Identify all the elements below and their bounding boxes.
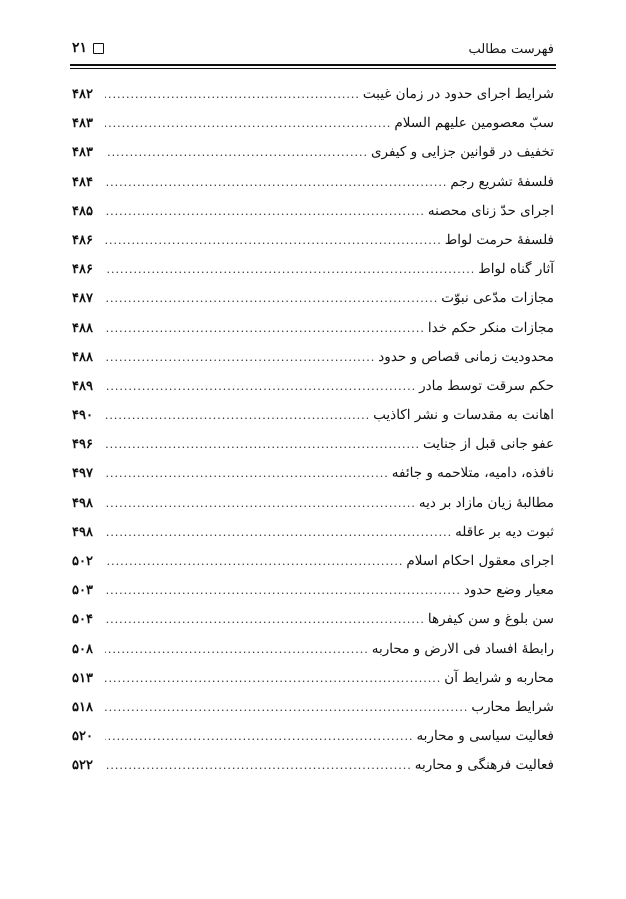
toc-entry-title: محاربه و شرایط آن xyxy=(444,669,554,686)
dot-leader xyxy=(105,526,452,539)
toc-entry-page: ۵۰۲ xyxy=(72,554,93,569)
toc-entry-page: ۵۱۳ xyxy=(72,670,93,686)
dot-leader xyxy=(105,88,360,101)
toc-entry-page: ۴۸۴ xyxy=(72,174,93,190)
toc-entry-title: اهانت به مقدسات و نشر اکاذیب xyxy=(373,407,554,424)
toc-entry-title: سن بلوغ و سن کیفرها xyxy=(427,611,554,628)
toc-entry-title: رابطهٔ افساد فی الارض و محاربه xyxy=(371,640,554,657)
toc-entry-page: ۴۸۵ xyxy=(72,203,93,219)
toc-entry-page: ۵۰۴ xyxy=(72,612,93,628)
toc-entry-page: ۴۸۸ xyxy=(72,320,93,336)
toc-entry-title: سبّ معصومین علیهم السلام xyxy=(394,115,554,132)
toc-entry-title: آثار گناه لواط xyxy=(478,261,554,278)
toc-entry-page: ۴۹۰ xyxy=(72,408,93,424)
toc-entry-page: ۴۹۷ xyxy=(72,466,93,482)
dot-leader xyxy=(105,730,413,743)
page-number: ۲۱ xyxy=(72,40,88,56)
toc-entry xyxy=(72,378,554,407)
toc-entry-title: فعالیت فرهنگی و محاربه xyxy=(414,757,554,774)
dot-leader xyxy=(105,380,416,393)
toc-entry xyxy=(72,524,554,553)
toc-entry-title: شرایط محارب xyxy=(471,698,554,715)
toc-entry-title: اجرای معقول احکام اسلام xyxy=(406,553,554,569)
dot-leader xyxy=(105,555,403,568)
toc-entry-title: حکم سرقت توسط مادر xyxy=(419,377,554,394)
toc-entry-title: عفو جانی قبل از جنایت xyxy=(422,436,554,453)
toc-entry xyxy=(72,349,554,378)
toc-entry-title: مطالبهٔ زیان مازاد بر دیه xyxy=(418,494,554,511)
dot-leader xyxy=(105,759,412,772)
dot-leader xyxy=(105,497,416,510)
toc-entry-title: فلسفهٔ تشریع رجم xyxy=(450,173,554,190)
dot-leader xyxy=(105,409,370,422)
toc-entry-page: ۴۹۸ xyxy=(72,495,93,511)
toc-entry xyxy=(72,495,554,524)
header-rule-thick xyxy=(70,64,556,66)
toc-entry xyxy=(72,670,554,699)
toc-entry xyxy=(72,232,554,261)
toc-entry-title: معیار وضع حدود xyxy=(463,582,554,599)
square-outline-icon xyxy=(93,43,104,54)
toc-entry-title: اجرای حدّ زنای محصنه xyxy=(427,202,554,219)
toc-entry-title: شرایط اجرای حدود در زمان غیبت xyxy=(362,86,554,102)
toc-entry-title: فعالیت سیاسی و محاربه xyxy=(416,728,554,745)
toc-entry-title: فلسفهٔ حرمت لواط xyxy=(444,231,554,248)
toc-entry-page: ۴۹۸ xyxy=(72,524,93,540)
toc-entry xyxy=(72,465,554,494)
toc-entry-page: ۴۸۶ xyxy=(72,232,93,248)
toc-entry-page: ۵۱۸ xyxy=(72,699,93,715)
running-title: فهرست مطالب xyxy=(468,42,554,57)
table-of-contents xyxy=(72,86,554,787)
dot-leader xyxy=(105,613,425,626)
dot-leader xyxy=(105,292,438,305)
dot-leader xyxy=(105,643,369,656)
dot-leader xyxy=(105,263,475,276)
toc-entry-page: ۴۸۸ xyxy=(72,349,93,365)
toc-entry xyxy=(72,436,554,465)
dot-leader xyxy=(105,146,368,159)
dot-leader xyxy=(105,176,447,189)
toc-entry-page: ۵۰۳ xyxy=(72,583,93,599)
toc-entry-page: ۴۹۶ xyxy=(72,437,93,453)
dot-leader xyxy=(105,205,425,218)
dot-leader xyxy=(105,117,391,130)
toc-entry-page: ۴۸۷ xyxy=(72,291,93,307)
dot-leader xyxy=(105,467,389,480)
toc-entry-page: ۴۸۶ xyxy=(72,262,93,278)
toc-entry-page: ۴۸۳ xyxy=(72,145,93,161)
toc-entry xyxy=(72,290,554,319)
dot-leader xyxy=(105,701,468,714)
toc-entry xyxy=(72,203,554,232)
header-page-number xyxy=(72,40,104,56)
toc-entry-page: ۵۰۸ xyxy=(72,641,93,657)
toc-entry xyxy=(72,115,554,144)
toc-entry xyxy=(72,261,554,290)
toc-entry-title: نافذه، دامیه، متلاحمه و جائفه xyxy=(391,465,554,482)
toc-entry-page: ۵۲۰ xyxy=(72,729,93,745)
toc-entry xyxy=(72,407,554,436)
dot-leader xyxy=(105,351,375,364)
dot-leader xyxy=(105,584,461,597)
toc-entry xyxy=(72,86,554,115)
toc-entry xyxy=(72,174,554,203)
toc-entry-title: ثبوت دیه بر عاقله xyxy=(455,523,554,540)
toc-entry xyxy=(72,582,554,611)
toc-entry xyxy=(72,553,554,582)
toc-entry-page: ۴۸۲ xyxy=(72,87,93,102)
page-header xyxy=(70,38,556,66)
toc-entry xyxy=(72,699,554,728)
toc-entry-title: مجازات مدّعی نبوّت xyxy=(441,290,554,307)
toc-entry-title: محدودیت زمانی قصاص و حدود xyxy=(378,348,554,365)
dot-leader xyxy=(105,322,425,335)
toc-entry-page: ۴۸۹ xyxy=(72,378,93,394)
toc-entry xyxy=(72,728,554,757)
toc-entry xyxy=(72,641,554,670)
toc-entry-title: تخفیف در قوانین جزایی و کیفری xyxy=(370,144,554,161)
dot-leader xyxy=(105,672,441,685)
toc-entry-page: ۵۲۲ xyxy=(72,758,93,774)
dot-leader xyxy=(105,234,442,247)
header-rule-thin xyxy=(70,68,556,69)
toc-entry xyxy=(72,611,554,640)
toc-entry-title: مجازات منکر حکم خدا xyxy=(427,319,554,336)
toc-entry xyxy=(72,320,554,349)
toc-entry-page: ۴۸۳ xyxy=(72,116,93,132)
dot-leader xyxy=(105,438,420,451)
toc-entry xyxy=(72,757,554,786)
toc-entry xyxy=(72,144,554,173)
